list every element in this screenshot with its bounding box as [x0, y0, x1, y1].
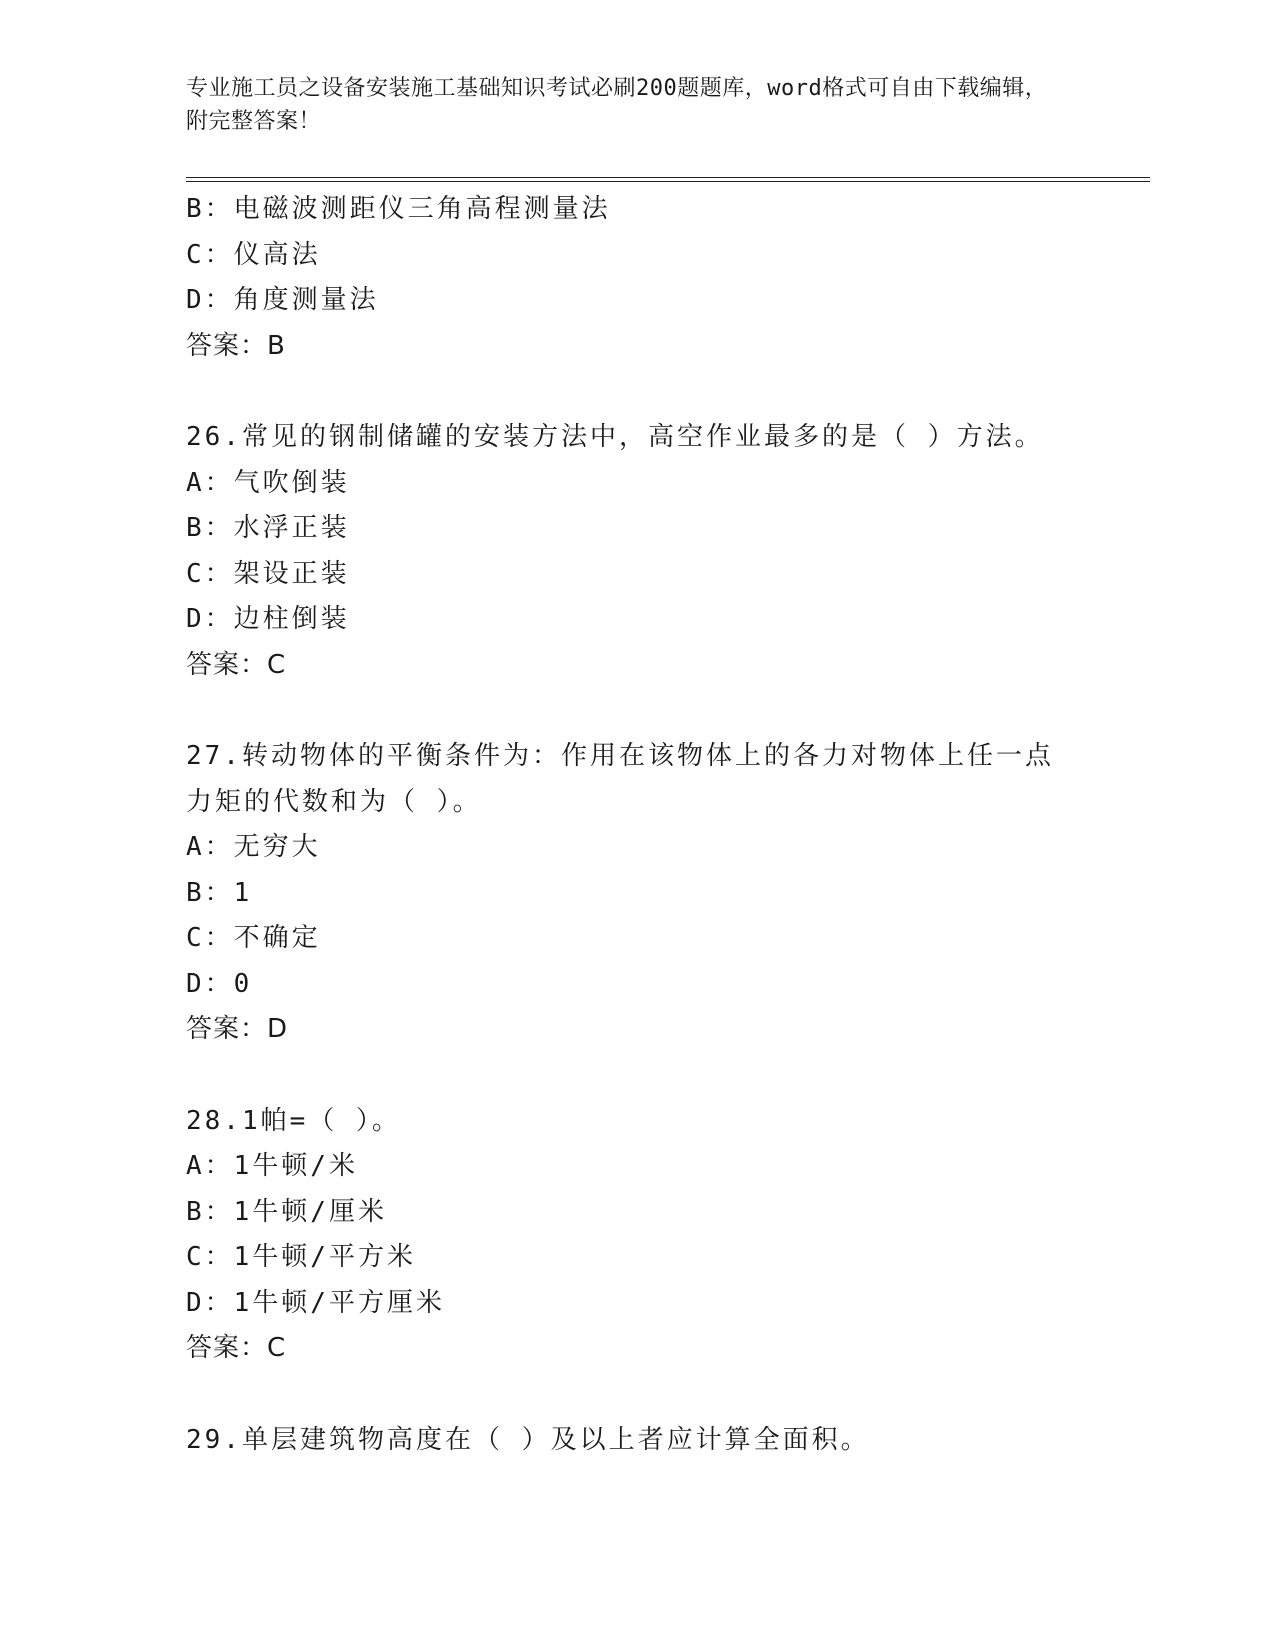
document-body	[186, 187, 1086, 1463]
answer-line: 答案：D	[186, 1014, 289, 1044]
option-b: B：1牛顿/厘米	[186, 1196, 387, 1227]
option-a: A：1牛顿/米	[186, 1151, 358, 1181]
question-text: 29.单层建筑物高度在（ ）及以上者应计算全面积。	[186, 1424, 870, 1455]
question-text: 27.转动物体的平衡条件为：作用在该物体上的各力对物体上任一点力矩的代数和为（ ）。	[186, 741, 1054, 817]
question-text: 28.1帕=（ ）。	[186, 1105, 401, 1136]
option-d: D：1牛顿/平方厘米	[186, 1287, 445, 1318]
option-c: C：1牛顿/平方米	[186, 1242, 416, 1272]
option-b: B：1	[186, 877, 253, 908]
question-26	[186, 415, 1086, 688]
document-header	[186, 72, 1066, 138]
question-28	[186, 1099, 1086, 1372]
option-c: C：不确定	[186, 923, 321, 953]
option-c: C：仪高法	[186, 239, 321, 270]
answer-line: 答案：C	[186, 649, 287, 680]
question-27	[186, 734, 1086, 1053]
option-c: C：架设正装	[186, 558, 350, 589]
option-d: D：边柱倒装	[186, 604, 350, 634]
question-29	[186, 1418, 1086, 1464]
header-title: 专业施工员之设备安装施工基础知识考试必刷200题题库，word格式可自由下载编辑，附完整答案！	[186, 76, 1048, 134]
answer-line: 答案：B	[186, 330, 286, 361]
option-d: D：0	[186, 968, 253, 999]
header-divider-top	[186, 177, 1150, 178]
question-25-continued	[186, 187, 1086, 369]
option-a: A：气吹倒装	[186, 467, 350, 498]
option-b: B：电磁波测距仪三角高程测量法	[186, 194, 611, 224]
question-text: 26.常见的钢制储罐的安装方法中，高空作业最多的是（ ）方法。	[186, 422, 1044, 452]
header-divider-bottom	[186, 181, 1150, 182]
answer-line: 答案：C	[186, 1333, 287, 1363]
option-a: A：无穷大	[186, 832, 321, 862]
option-d: D：角度测量法	[186, 285, 379, 315]
option-b: B：水浮正装	[186, 513, 350, 543]
